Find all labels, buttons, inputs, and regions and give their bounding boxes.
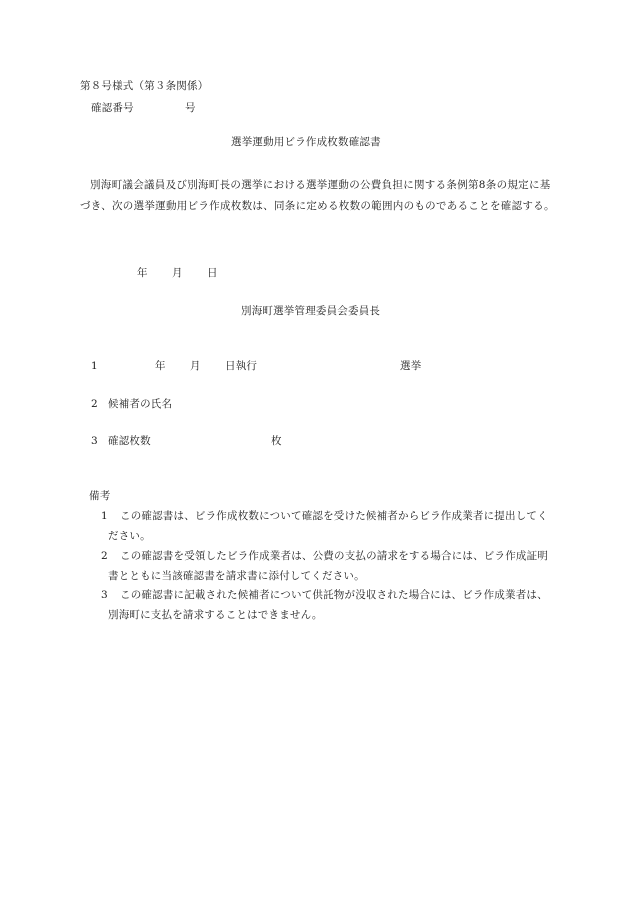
item-month: 月: [190, 360, 201, 372]
body-paragraph: 別海町議会議員及び別海町長の選挙における選挙運動の公費負担に関する条例第8条の規定に基づき、次の選挙運動用ビラ作成枚数は、同条に定める枚数の範囲内のものであることを確認する。: [80, 179, 555, 212]
item-number: 2: [91, 398, 98, 410]
notes-heading: 備考: [89, 490, 111, 502]
item-year: 年: [155, 360, 166, 372]
item-label: 確認枚数: [108, 435, 151, 447]
note-number: 1: [101, 510, 108, 522]
note-text: この確認書に記載された候補者について供託物が没収された場合には、ビラ作成業者は、別海町に支払を請求することはできません。: [108, 589, 548, 621]
confirmation-number-suffix: 号: [185, 102, 196, 114]
item-number: 3: [91, 435, 98, 447]
item-day-held: 日執行: [225, 360, 258, 372]
date-month: 月: [172, 267, 183, 279]
issuer-title: 別海町選挙管理委員会委員長: [241, 305, 381, 317]
item-election-suffix: 選挙: [400, 360, 422, 372]
document-title: 選挙運動用ビラ作成枚数確認書: [231, 136, 381, 148]
item-label: 候補者の氏名: [108, 398, 173, 410]
note-text: この確認書は、ビラ作成枚数について確認を受けた候補者からビラ作成業者に提出してください。: [108, 510, 548, 542]
date-year: 年: [137, 267, 148, 279]
item-unit: 枚: [271, 435, 282, 447]
confirmation-number-label: 確認番号: [91, 102, 134, 114]
item-number: 1: [91, 360, 98, 372]
note-number: 2: [101, 550, 108, 562]
note-text: この確認書を受領したビラ作成業者は、公費の支払の請求をする場合には、ビラ作成証明書とともに当該確認書を請求書に添付してください。: [108, 550, 548, 582]
form-number: 第８号様式（第３条関係）: [80, 80, 209, 92]
note-number: 3: [101, 589, 108, 601]
date-day: 日: [207, 267, 218, 279]
